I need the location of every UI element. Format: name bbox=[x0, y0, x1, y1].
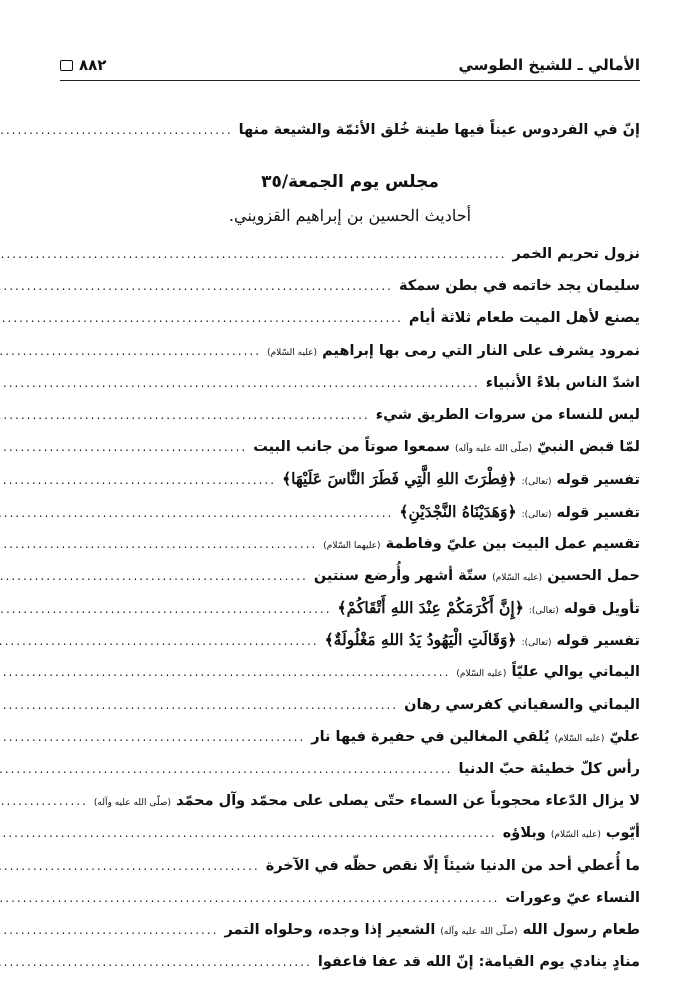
honorific: (عليه السّلام) bbox=[554, 733, 605, 744]
page-number-block bbox=[60, 56, 106, 74]
dot-leader bbox=[0, 625, 319, 657]
toc-entry bbox=[60, 335, 640, 367]
title-text: تفسير قوله bbox=[556, 633, 640, 650]
toc-top bbox=[60, 114, 640, 146]
toc-entry-title bbox=[94, 785, 640, 819]
title-text: حمل الحسين bbox=[547, 567, 640, 584]
toc-entry bbox=[60, 560, 640, 592]
toc-entry bbox=[60, 302, 640, 334]
toc-entry-title bbox=[266, 850, 640, 882]
honorific: (تعالى): bbox=[528, 606, 559, 617]
dot-leader bbox=[0, 367, 480, 399]
dot-leader bbox=[0, 399, 370, 431]
title-text: أيّوب bbox=[605, 825, 640, 842]
dot-leader bbox=[0, 114, 233, 146]
toc-entry-title bbox=[314, 560, 640, 594]
toc-entry-title bbox=[267, 335, 640, 369]
toc-entry bbox=[60, 592, 640, 624]
dot-leader bbox=[0, 335, 261, 367]
honorific: (عليه السّلام) bbox=[550, 830, 601, 841]
quran-verse: ﴿إِنَّ أَكْرَمَكُمْ عِنْدَ اللهِ أَتْقَاكُمْ﴾ bbox=[337, 598, 524, 618]
toc-entry bbox=[60, 270, 640, 302]
honorific: (عليه السّلام) bbox=[267, 347, 318, 358]
toc-entry-title bbox=[311, 721, 640, 755]
title-text: اليماني يوالي عليّاً bbox=[511, 664, 640, 681]
toc-entry bbox=[60, 496, 640, 528]
book-title: الأمالي ـ للشيخ الطوسي bbox=[458, 56, 640, 74]
toc-entry-title bbox=[338, 592, 640, 627]
title-text: منادٍ ينادي يوم القيامة: إنّ الله قد عفا فاعفوا bbox=[317, 954, 640, 971]
honorific: (صلّى الله عليه وآله) bbox=[93, 798, 171, 809]
toc-entry-title bbox=[404, 689, 640, 721]
toc-entry bbox=[60, 689, 640, 721]
toc-entry-title bbox=[323, 528, 640, 562]
dot-leader bbox=[0, 689, 398, 721]
title-text: عليّ bbox=[609, 728, 640, 745]
dot-leader bbox=[0, 817, 497, 849]
title-text: نزول تحريم الخمر bbox=[512, 246, 640, 262]
toc-entry bbox=[60, 114, 640, 146]
quran-verse: ﴿وَقَالَتِ الْيَهُودُ يَدُ اللهِ مَغْلُولَةٌ﴾ bbox=[324, 630, 517, 650]
toc-entry-title bbox=[459, 753, 641, 785]
title-text: رأس كلّ خطيئة حبّ الدنيا bbox=[458, 761, 640, 777]
toc-entry bbox=[60, 785, 640, 817]
honorific: (تعالى): bbox=[521, 638, 552, 649]
title-text: لا يزال الدّعاء محجوباً عن السماء حتّى يصلى على محمّد وآل محمّد bbox=[176, 793, 640, 810]
toc-entry-title bbox=[486, 367, 640, 399]
title-text: النساء عيّ وعورات bbox=[505, 889, 640, 906]
dot-leader bbox=[0, 431, 247, 463]
toc-entry bbox=[60, 624, 640, 656]
running-header bbox=[60, 50, 640, 81]
toc-entry bbox=[60, 850, 640, 882]
dot-leader bbox=[0, 560, 308, 592]
title-continuation: ستّة أشهر وأُرضع سنتين bbox=[313, 567, 488, 584]
toc-entry-title bbox=[253, 431, 640, 465]
dot-leader bbox=[0, 302, 403, 334]
dot-leader bbox=[0, 464, 276, 496]
dot-leader bbox=[0, 850, 260, 882]
toc-entry bbox=[60, 367, 640, 399]
honorific: (عليهما السّلام) bbox=[323, 540, 381, 551]
title-text: سليمان يجد خاتمه في بطن سمكة bbox=[399, 278, 640, 295]
title-text: لمّا قبض النبيّ bbox=[537, 439, 640, 456]
dot-leader bbox=[0, 528, 317, 560]
toc-entry-title bbox=[513, 238, 641, 270]
title-continuation: الشعير إذا وجده، وحلواه التمر bbox=[224, 921, 436, 938]
square-ornament-icon bbox=[60, 60, 73, 71]
toc-entry-title bbox=[225, 914, 641, 948]
toc-entry bbox=[60, 753, 640, 785]
title-text: اشدّ الناس بلاءً الأنبياء bbox=[485, 374, 640, 391]
toc-entry bbox=[60, 882, 640, 914]
dot-leader bbox=[0, 238, 507, 270]
honorific: (عليه السّلام) bbox=[456, 669, 507, 680]
dot-leader bbox=[0, 946, 312, 978]
toc-entry-title bbox=[399, 496, 640, 531]
toc-list bbox=[60, 238, 640, 978]
title-text: تفسير قوله bbox=[556, 504, 640, 521]
toc-entry-title bbox=[282, 463, 640, 498]
title-text: طعام رسول الله bbox=[522, 921, 640, 938]
toc-entry bbox=[60, 399, 640, 431]
dot-leader bbox=[0, 721, 305, 753]
title-text: اليماني والسفياني كفرسي رهان bbox=[404, 696, 640, 713]
title-continuation: وبلاؤه bbox=[502, 825, 546, 842]
toc-entry bbox=[60, 721, 640, 753]
toc-entry-title bbox=[318, 946, 640, 978]
toc-entry-title: إنّ في الفردوس عيناً فيها طينة خُلق الأئمّة والشيعة منها bbox=[238, 122, 640, 138]
title-text: تقسيم عمل البيت بين عليّ وفاطمة bbox=[385, 535, 640, 552]
toc-entry bbox=[60, 817, 640, 849]
toc-entry bbox=[60, 528, 640, 560]
toc-entry-title bbox=[456, 656, 640, 690]
dot-leader bbox=[0, 914, 219, 946]
honorific: (تعالى): bbox=[521, 477, 552, 488]
toc-entry bbox=[60, 238, 640, 270]
dot-leader bbox=[0, 497, 393, 529]
dot-leader bbox=[0, 753, 453, 785]
toc-entry bbox=[60, 946, 640, 978]
section-subheading: أحاديث الحسين بن إبراهيم القزويني. bbox=[228, 206, 472, 225]
toc-entry bbox=[60, 431, 640, 463]
toc-entry bbox=[60, 463, 640, 495]
title-text: نمرود يشرف على النار التي رمى بها إبراهيم bbox=[322, 342, 640, 359]
toc-entry-title bbox=[376, 399, 640, 431]
title-text: ما أُعطي أحد من الدنيا شيئاً إلّا نقص حظّه في الآخرة bbox=[265, 857, 640, 874]
toc-entry-title bbox=[399, 270, 640, 302]
toc-entry bbox=[60, 914, 640, 946]
dot-leader bbox=[0, 593, 332, 625]
dot-leader bbox=[0, 656, 450, 688]
toc-entry bbox=[60, 656, 640, 688]
honorific: (صلّى الله عليه وآله) bbox=[440, 926, 518, 937]
section-heading: مجلس يوم الجمعة/٣٥ bbox=[261, 172, 439, 192]
honorific: (صلّى الله عليه وآله) bbox=[455, 444, 533, 455]
page-number: ٨٨٢ bbox=[79, 56, 107, 74]
dot-leader bbox=[0, 882, 499, 914]
title-continuation: سمعوا صوتاً من جانب البيت bbox=[253, 439, 450, 456]
title-text: يصنع لأهل الميت طعام ثلاثة أيام bbox=[408, 310, 640, 327]
quran-verse: ﴿وَهَدَيْنَاهُ النَّجْدَيْنِ﴾ bbox=[399, 501, 517, 521]
toc-entry-title bbox=[409, 302, 640, 334]
title-continuation: يُلقي المغالين في حفيرة فيها نار bbox=[311, 728, 550, 745]
dot-leader bbox=[0, 270, 393, 302]
quran-verse: ﴿فِطْرَتَ اللهِ الَّتِي فَطَرَ النَّاسَ عَلَيْهَا﴾ bbox=[282, 469, 517, 489]
toc-entry-title bbox=[325, 624, 640, 659]
toc-entry-title bbox=[503, 817, 640, 851]
title-text: ليس للنساء من سروات الطريق شيء bbox=[375, 406, 640, 423]
dot-leader bbox=[0, 785, 88, 817]
toc-entry-title bbox=[505, 882, 640, 914]
honorific: (عليه السّلام) bbox=[492, 572, 543, 583]
honorific: (تعالى): bbox=[521, 509, 552, 520]
title-text: تأويل قوله bbox=[563, 601, 640, 618]
title-text: تفسير قوله bbox=[556, 472, 640, 489]
